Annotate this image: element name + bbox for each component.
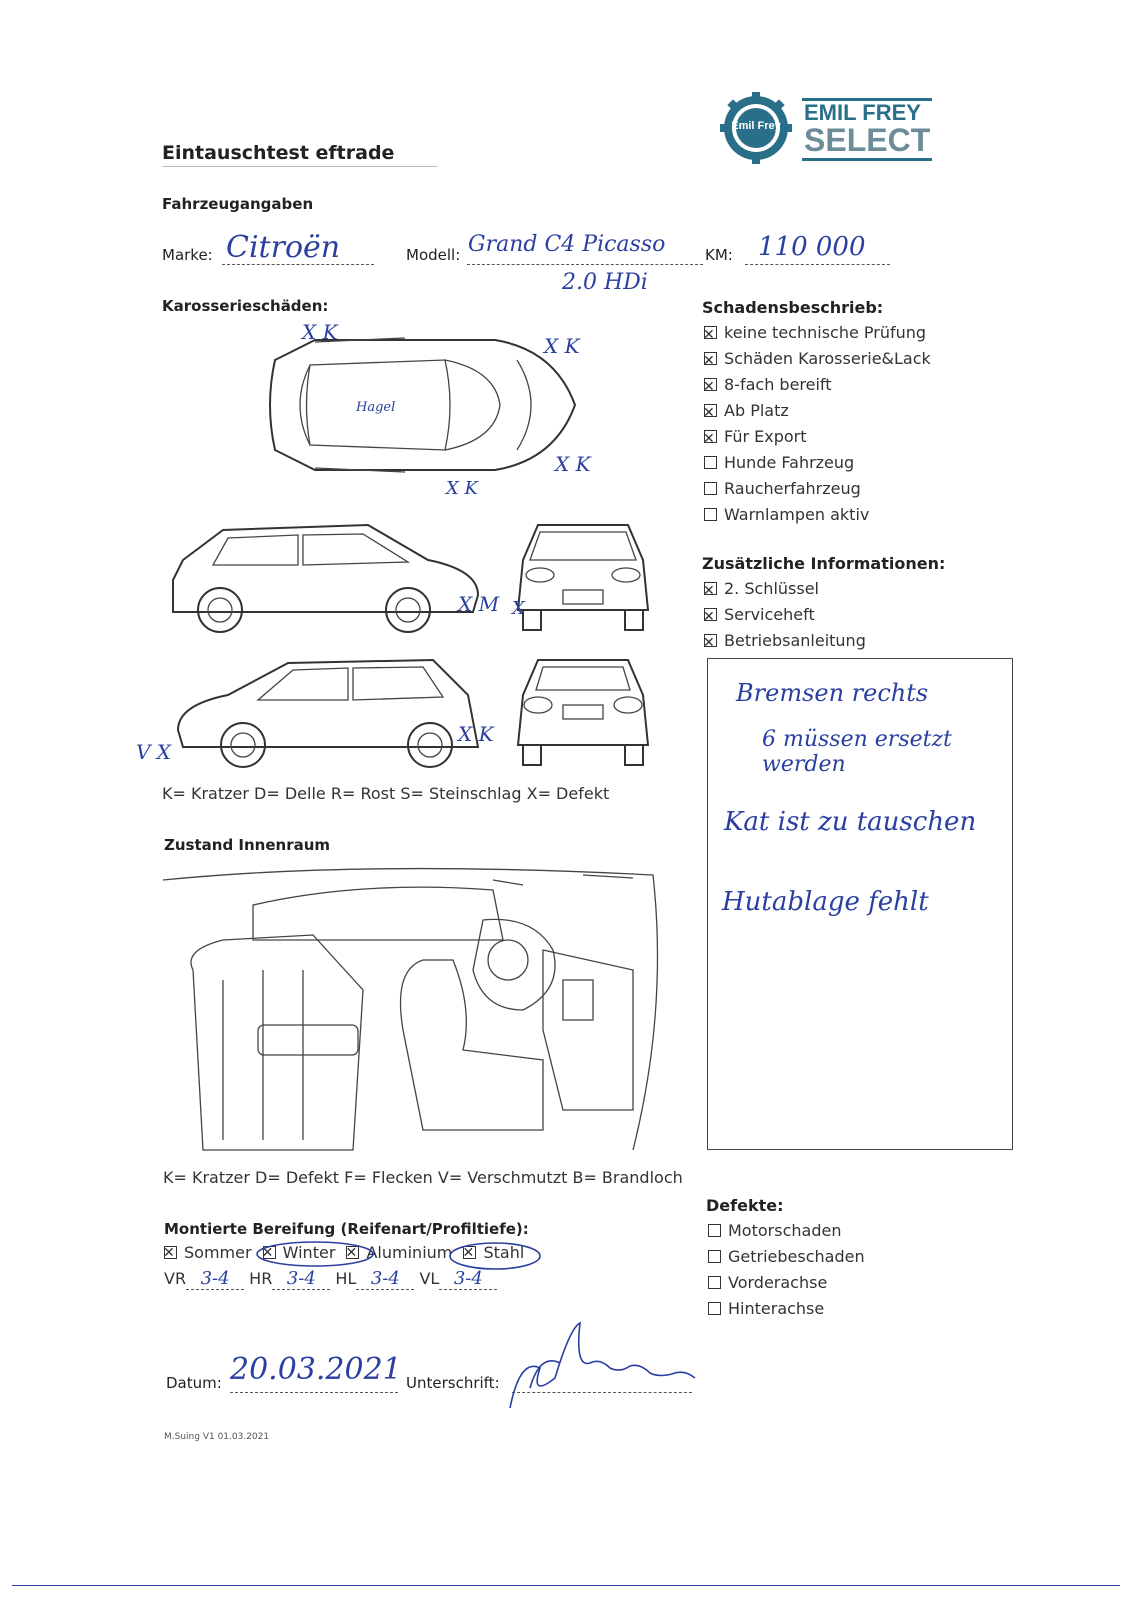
list-item: Motorschaden: [708, 1218, 865, 1244]
body-damage-label: Karosserieschäden:: [162, 297, 329, 315]
extra-info-label: Zusätzliche Informationen:: [702, 554, 946, 573]
checkbox[interactable]: [704, 608, 717, 621]
modell-value-line2: 2.0 HDi: [562, 270, 648, 295]
note-line: Hutablage fehlt: [722, 887, 929, 917]
damage-desc-label: Schadensbeschrieb:: [702, 298, 884, 317]
ann-top-front-left: X K: [302, 320, 338, 344]
vehicle-section-label: Fahrzeugangaben: [162, 195, 314, 213]
page-title: Eintauschtest eftrade: [162, 142, 395, 164]
defects-label: Defekte:: [706, 1196, 784, 1215]
modell-value: Grand C4 Picasso: [468, 232, 666, 257]
checkbox[interactable]: [704, 582, 717, 595]
signature: [500, 1318, 700, 1418]
ann-top-rear-bottom: X K: [555, 452, 591, 476]
ann-side2-rear: X K: [458, 722, 494, 746]
checkbox[interactable]: [704, 404, 717, 417]
ann-side-rear: X M: [458, 592, 500, 616]
ann-front-marks: X: [512, 598, 525, 619]
checkbox[interactable]: [708, 1250, 721, 1263]
list-item: ✕Für Export: [704, 424, 931, 450]
marke-value: Citroën: [226, 230, 341, 265]
checkbox[interactable]: [704, 430, 717, 443]
damage-desc-list: [704, 320, 931, 528]
list-item: ✕Ab Platz: [704, 398, 931, 424]
logo-line2: SELECT: [804, 122, 931, 158]
list-item: ✕2. Schlüssel: [704, 576, 866, 602]
car-rear-view: [508, 655, 658, 770]
car-side-view-right: [168, 655, 488, 765]
tires-label: Montierte Bereifung (Reifenart/Profiltiefe):: [164, 1220, 529, 1238]
list-item: ✕Schäden Karosserie&Lack: [704, 346, 931, 372]
car-interior-drawing: [163, 860, 668, 1160]
km-label: KM:: [705, 246, 733, 264]
checkbox[interactable]: [164, 1246, 177, 1259]
tire-types: ✕Sommer ✕ Winter ✕ Aluminium ✕ Stahl: [164, 1242, 524, 1264]
list-item: ✕Serviceheft: [704, 602, 866, 628]
checkbox[interactable]: [704, 456, 717, 469]
note-line: 6 müssen ersetzt werden: [762, 727, 952, 777]
list-item: ✕keine technische Prüfung: [704, 320, 931, 346]
unterschrift-label: Unterschrift:: [406, 1374, 500, 1392]
defects-list: [708, 1218, 865, 1322]
checkbox[interactable]: [708, 1276, 721, 1289]
list-item: Vorderachse: [708, 1270, 865, 1296]
extra-info-list: [704, 576, 866, 654]
emil-frey-logo: [720, 92, 935, 164]
list-item: Warnlampen aktiv: [704, 502, 931, 528]
list-item: Getriebeschaden: [708, 1244, 865, 1270]
interior-label: Zustand Innenraum: [164, 836, 331, 854]
logo-seal-text: Emil Frey: [731, 120, 781, 132]
note-line: Kat ist zu tauschen: [724, 807, 977, 837]
car-front-view: [508, 520, 658, 635]
checkbox[interactable]: [704, 508, 717, 521]
checkbox[interactable]: [704, 634, 717, 647]
checkbox[interactable]: [708, 1302, 721, 1315]
checkbox[interactable]: [704, 378, 717, 391]
list-item: ✕Betriebsanleitung: [704, 628, 866, 654]
note-line: Bremsen rechts: [736, 679, 929, 707]
list-item: Hunde Fahrzeug: [704, 450, 931, 476]
ann-top-front-bottom: X K: [446, 478, 478, 499]
list-item: ✕8-fach bereift: [704, 372, 931, 398]
car-side-view-left: [168, 520, 488, 630]
checkbox[interactable]: [704, 482, 717, 495]
ann-roof: Hagel: [356, 400, 396, 415]
datum-label: Datum:: [166, 1374, 222, 1392]
marke-label: Marke:: [162, 246, 213, 264]
checkbox[interactable]: [704, 352, 717, 365]
modell-label: Modell:: [406, 246, 461, 264]
list-item: Hinterachse: [708, 1296, 865, 1322]
km-value: 110 000: [758, 232, 866, 262]
checkbox[interactable]: [708, 1224, 721, 1237]
bottom-rule: [12, 1585, 1120, 1586]
logo-line1: EMIL FREY: [804, 100, 921, 125]
body-damage-legend: K= Kratzer D= Delle R= Rost S= Steinschlag X= Defekt: [162, 784, 610, 803]
interior-legend: K= Kratzer D= Defekt F= Flecken V= Verschmutzt B= Brandloch: [163, 1168, 683, 1187]
version-text: M.Suing V1 01.03.2021: [164, 1432, 270, 1442]
checkbox[interactable]: [704, 326, 717, 339]
datum-value: 20.03.2021: [230, 1352, 402, 1387]
tread-depths: VR 3-4 HR 3-4 HL 3-4 VL 3-4: [164, 1268, 497, 1290]
ann-side2-front: V X: [136, 740, 172, 764]
list-item: Raucherfahrzeug: [704, 476, 931, 502]
ann-top-rear-right: X K: [544, 334, 580, 358]
car-top-view: [255, 330, 585, 480]
notes-box[interactable]: [707, 658, 1013, 1150]
